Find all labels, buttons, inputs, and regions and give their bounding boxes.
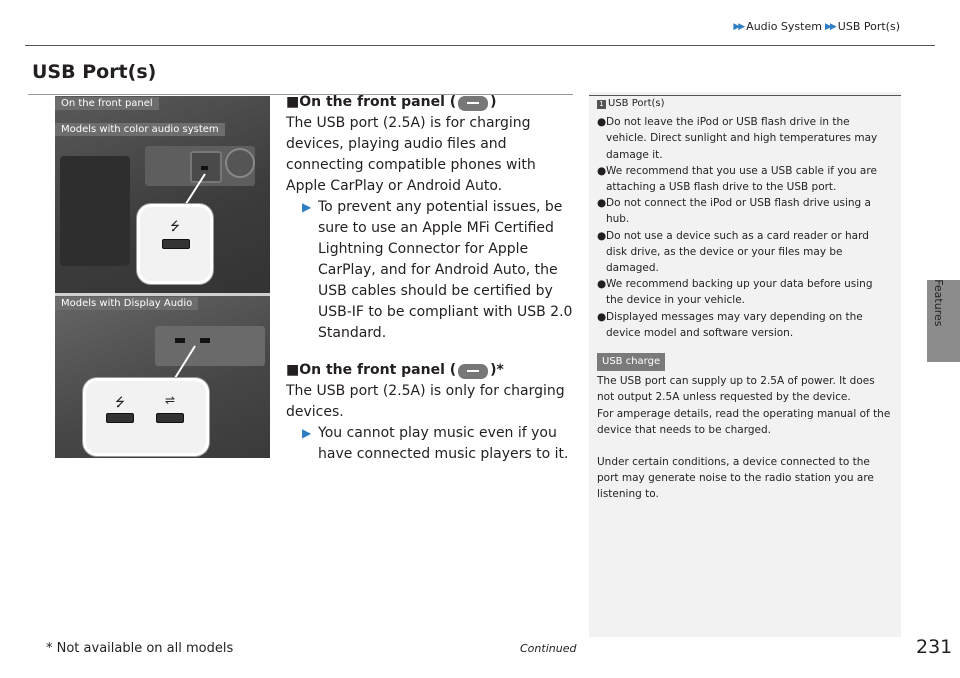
- section-body: The USB port (2.5A) is for charging devices, playing audio files and connecting compatible phones with Apple CarPlay or Android Auto.: [286, 115, 536, 194]
- breadcrumb-arrow-icon: ▶▶: [733, 21, 744, 32]
- page-title: USB Port(s): [32, 61, 157, 83]
- info-bullet: ● Do not connect the iPod or USB flash drive using a hub.: [597, 195, 893, 227]
- info-box-title: [597, 96, 893, 112]
- note-arrow-icon: ▶: [302, 426, 312, 440]
- charge-button-icon: [458, 364, 488, 379]
- usb-icon: ⭍: [170, 219, 180, 233]
- bullet-icon: ●: [597, 164, 607, 177]
- breadcrumb-arrow-icon: ▶▶: [824, 21, 835, 32]
- section-heading-prefix: ■On the front panel (: [286, 362, 457, 378]
- reference-icon: 1: [597, 100, 606, 109]
- usb-port-slot: [156, 413, 184, 423]
- usb-port-slot: [162, 239, 190, 249]
- info-bullet: ● We recommend backing up your data before using the device in your vehicle.: [597, 276, 893, 308]
- section-heading-suffix: ): [490, 94, 497, 110]
- usb-port-slot: [106, 413, 134, 423]
- bullet-icon: ●: [597, 310, 607, 323]
- section-body: The USB port (2.5A) is only for charging devices.: [286, 383, 565, 420]
- figure-label-color-audio: Models with color audio system: [55, 123, 225, 136]
- usb-charge-badge: USB charge: [597, 353, 665, 371]
- section-note-text: To prevent any potential issues, be sure to use an Apple MFi Certified Lightning Connector for Apple CarPlay, and for Android Auto, the USB cables should be certified by USB-IF to be compliant with USB 2.0 Standard.: [318, 199, 573, 341]
- info-bullet: ● We recommend that you use a USB cable if you are attaching a USB flash drive to the USB port.: [597, 163, 893, 195]
- charge-only-icon: ⇌: [164, 393, 176, 407]
- header-divider: [25, 45, 935, 46]
- usb-button-icon: [458, 96, 488, 111]
- page-number: 231: [916, 636, 953, 658]
- bullet-icon: ●: [597, 278, 607, 291]
- continued-label: Continued: [520, 642, 577, 655]
- figure-label-front-panel: On the front panel: [55, 97, 159, 110]
- usb-port-figure: [55, 96, 270, 458]
- note-arrow-icon: ▶: [302, 200, 312, 214]
- usb-port-callout: [137, 204, 213, 284]
- figure-label-display-audio: Models with Display Audio: [55, 297, 198, 310]
- info-box-content: [597, 96, 893, 503]
- footnote: * Not available on all models: [46, 641, 234, 656]
- bullet-icon: ●: [597, 116, 607, 129]
- info-paragraph: Under certain conditions, a device connected to the port may generate noise to the radio station you are listening to.: [597, 456, 874, 501]
- breadcrumb: [733, 20, 900, 33]
- section-note-text: You cannot play music even if you have connected music players to it.: [318, 425, 569, 462]
- section-heading: [286, 92, 576, 113]
- chapter-tab-label: Features: [931, 279, 945, 327]
- section-heading-prefix: ■On the front panel (: [286, 94, 457, 110]
- info-paragraph: For amperage details, read the operating manual of the device that needs to be charged.: [597, 407, 891, 436]
- info-bullet: ● Do not use a device such as a card reader or hard disk drive, as the device or your files may be damaged.: [597, 228, 893, 277]
- info-paragraph: The USB port can supply up to 2.5A of power. It does not output 2.5A unless requested by the device.: [597, 375, 875, 404]
- section-heading: [286, 360, 576, 381]
- section-note: [302, 197, 576, 344]
- main-content: [286, 92, 576, 465]
- usb-ports-callout: [83, 378, 209, 456]
- section-heading-suffix: )*: [490, 362, 504, 378]
- bullet-icon: ●: [597, 229, 607, 242]
- info-bullet: ● Do not leave the iPod or USB flash drive in the vehicle. Direct sunlight and high temperatures may damage it.: [597, 114, 893, 163]
- section-note: [302, 423, 576, 465]
- breadcrumb-section[interactable]: Audio System: [746, 20, 822, 33]
- info-box-title-text: USB Port(s): [608, 98, 665, 109]
- usb-icon: ⭍: [115, 395, 125, 409]
- breadcrumb-page: USB Port(s): [837, 20, 900, 33]
- info-bullet: ● Displayed messages may vary depending on the device model and software version.: [597, 309, 893, 341]
- figure-lower-photo: [55, 296, 270, 458]
- bullet-icon: ●: [597, 197, 607, 210]
